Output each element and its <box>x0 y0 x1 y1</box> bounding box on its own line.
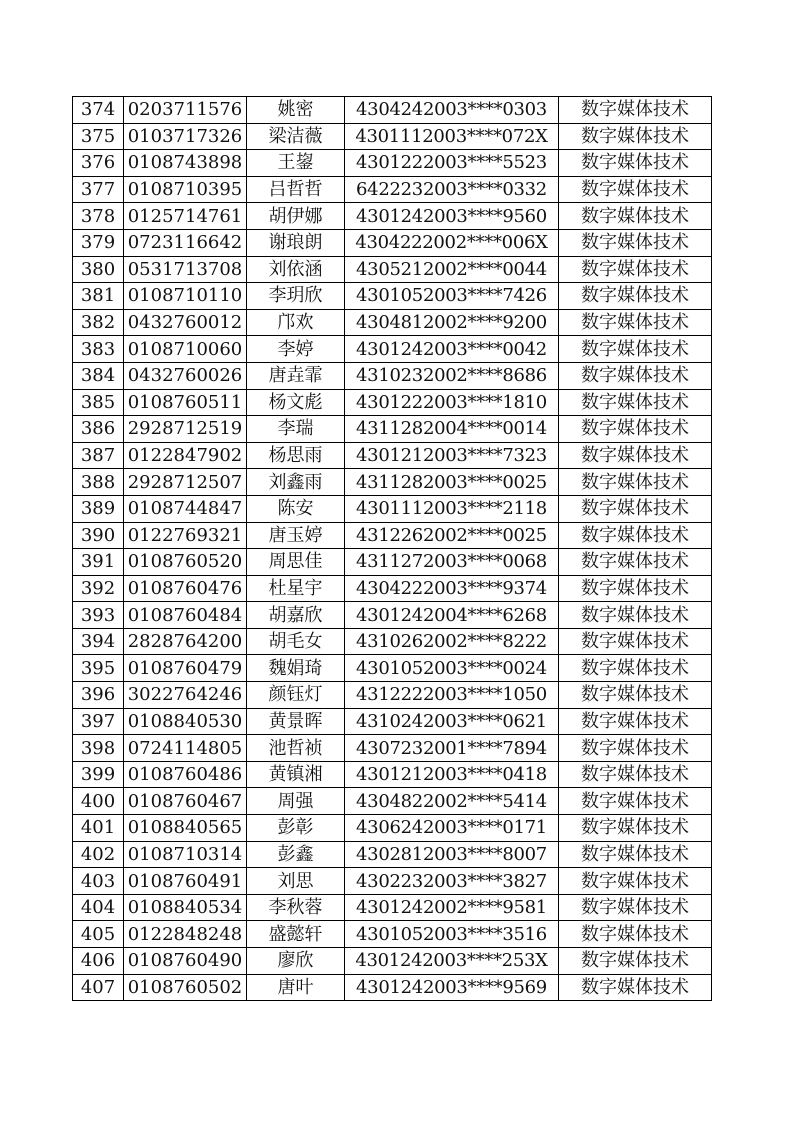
major-cell: 数字媒体技术 <box>559 389 712 416</box>
student-name-cell: 唐玉婷 <box>247 522 345 549</box>
row-number-cell: 376 <box>73 150 124 177</box>
major-cell: 数字媒体技术 <box>559 416 712 443</box>
id-number-cell: 4307232001****7894 <box>345 735 559 762</box>
table-row <box>73 442 712 469</box>
table-row <box>73 336 712 363</box>
row-number-cell: 383 <box>73 336 124 363</box>
student-name-cell: 李秋蓉 <box>247 894 345 921</box>
row-number-cell: 386 <box>73 416 124 443</box>
student-name-cell: 刘思 <box>247 868 345 895</box>
student-name-cell: 刘鑫雨 <box>247 469 345 496</box>
student-name-cell: 胡伊娜 <box>247 203 345 230</box>
student-name-cell: 盛懿轩 <box>247 921 345 948</box>
major-cell: 数字媒体技术 <box>559 602 712 629</box>
exam-number-cell: 0108760490 <box>124 948 247 975</box>
student-name-cell: 魏娟琦 <box>247 655 345 682</box>
exam-number-cell: 0108710395 <box>124 176 247 203</box>
id-number-cell: 4301112003****072X <box>345 123 559 150</box>
table-row <box>73 469 712 496</box>
row-number-cell: 407 <box>73 974 124 1001</box>
table-row <box>73 868 712 895</box>
row-number-cell: 402 <box>73 841 124 868</box>
row-number-cell: 388 <box>73 469 124 496</box>
id-number-cell: 4304822002****5414 <box>345 788 559 815</box>
student-name-cell: 刘依涵 <box>247 256 345 283</box>
student-name-cell: 池哲祯 <box>247 735 345 762</box>
major-cell: 数字媒体技术 <box>559 309 712 336</box>
major-cell: 数字媒体技术 <box>559 203 712 230</box>
id-number-cell: 4304222002****006X <box>345 229 559 256</box>
table-row <box>73 788 712 815</box>
major-cell: 数字媒体技术 <box>559 894 712 921</box>
exam-number-cell: 0108840534 <box>124 894 247 921</box>
student-name-cell: 王鋆 <box>247 150 345 177</box>
major-cell: 数字媒体技术 <box>559 655 712 682</box>
exam-number-cell: 0122769321 <box>124 522 247 549</box>
row-number-cell: 382 <box>73 309 124 336</box>
exam-number-cell: 0108710110 <box>124 283 247 310</box>
id-number-cell: 4312262002****0025 <box>345 522 559 549</box>
id-number-cell: 4311282004****0014 <box>345 416 559 443</box>
row-number-cell: 400 <box>73 788 124 815</box>
id-number-cell: 4302232003****3827 <box>345 868 559 895</box>
id-number-cell: 4301242002****9581 <box>345 894 559 921</box>
id-number-cell: 4310262002****8222 <box>345 628 559 655</box>
student-name-cell: 唐叶 <box>247 974 345 1001</box>
id-number-cell: 4311272003****0068 <box>345 549 559 576</box>
exam-number-cell: 2928712507 <box>124 469 247 496</box>
major-cell: 数字媒体技术 <box>559 921 712 948</box>
id-number-cell: 4301052003****7426 <box>345 283 559 310</box>
row-number-cell: 405 <box>73 921 124 948</box>
exam-number-cell: 0203711576 <box>124 97 247 124</box>
id-number-cell: 4301212003****0418 <box>345 761 559 788</box>
exam-number-cell: 2828764200 <box>124 628 247 655</box>
id-number-cell: 4312222003****1050 <box>345 682 559 709</box>
id-number-cell: 4301222003****1810 <box>345 389 559 416</box>
major-cell: 数字媒体技术 <box>559 495 712 522</box>
exam-number-cell: 0103717326 <box>124 123 247 150</box>
table-row <box>73 841 712 868</box>
major-cell: 数字媒体技术 <box>559 150 712 177</box>
exam-number-cell: 0108710060 <box>124 336 247 363</box>
table-row <box>73 735 712 762</box>
table-row <box>73 416 712 443</box>
major-cell: 数字媒体技术 <box>559 735 712 762</box>
id-number-cell: 4301242004****6268 <box>345 602 559 629</box>
id-number-cell: 4301112003****2118 <box>345 495 559 522</box>
exam-number-cell: 0108743898 <box>124 150 247 177</box>
row-number-cell: 379 <box>73 229 124 256</box>
exam-number-cell: 0108760491 <box>124 868 247 895</box>
exam-number-cell: 0108840530 <box>124 708 247 735</box>
id-number-cell: 4301242003****0042 <box>345 336 559 363</box>
row-number-cell: 389 <box>73 495 124 522</box>
exam-number-cell: 0724114805 <box>124 735 247 762</box>
exam-number-cell: 3022764246 <box>124 682 247 709</box>
student-name-cell: 李瑞 <box>247 416 345 443</box>
row-number-cell: 381 <box>73 283 124 310</box>
row-number-cell: 401 <box>73 815 124 842</box>
major-cell: 数字媒体技术 <box>559 229 712 256</box>
id-number-cell: 4310232002****8686 <box>345 362 559 389</box>
student-name-cell: 杨思雨 <box>247 442 345 469</box>
major-cell: 数字媒体技术 <box>559 336 712 363</box>
row-number-cell: 397 <box>73 708 124 735</box>
student-name-cell: 廖欣 <box>247 948 345 975</box>
exam-number-cell: 0122848248 <box>124 921 247 948</box>
major-cell: 数字媒体技术 <box>559 575 712 602</box>
id-number-cell: 4304812002****9200 <box>345 309 559 336</box>
major-cell: 数字媒体技术 <box>559 522 712 549</box>
table-row <box>73 549 712 576</box>
major-cell: 数字媒体技术 <box>559 549 712 576</box>
id-number-cell: 4301052003****0024 <box>345 655 559 682</box>
major-cell: 数字媒体技术 <box>559 682 712 709</box>
major-cell: 数字媒体技术 <box>559 362 712 389</box>
table-row <box>73 283 712 310</box>
student-name-cell: 陈安 <box>247 495 345 522</box>
id-number-cell: 4301242003****9569 <box>345 974 559 1001</box>
row-number-cell: 391 <box>73 549 124 576</box>
table-row <box>73 628 712 655</box>
student-name-cell: 邝欢 <box>247 309 345 336</box>
student-name-cell: 杨文彪 <box>247 389 345 416</box>
major-cell: 数字媒体技术 <box>559 841 712 868</box>
table-row <box>73 948 712 975</box>
major-cell: 数字媒体技术 <box>559 948 712 975</box>
major-cell: 数字媒体技术 <box>559 788 712 815</box>
table-row <box>73 708 712 735</box>
exam-number-cell: 0108760502 <box>124 974 247 1001</box>
exam-number-cell: 0108760486 <box>124 761 247 788</box>
table-row <box>73 150 712 177</box>
exam-number-cell: 0108760520 <box>124 549 247 576</box>
exam-number-cell: 0723116642 <box>124 229 247 256</box>
major-cell: 数字媒体技术 <box>559 708 712 735</box>
table-row <box>73 389 712 416</box>
row-number-cell: 375 <box>73 123 124 150</box>
id-number-cell: 4301222003****5523 <box>345 150 559 177</box>
exam-number-cell: 0108840565 <box>124 815 247 842</box>
exam-number-cell: 0108744847 <box>124 495 247 522</box>
exam-number-cell: 0108710314 <box>124 841 247 868</box>
student-name-cell: 吕哲哲 <box>247 176 345 203</box>
table-row <box>73 495 712 522</box>
row-number-cell: 399 <box>73 761 124 788</box>
major-cell: 数字媒体技术 <box>559 442 712 469</box>
student-name-cell: 谢琅朗 <box>247 229 345 256</box>
student-name-cell: 彭彰 <box>247 815 345 842</box>
major-cell: 数字媒体技术 <box>559 868 712 895</box>
exam-number-cell: 0432760012 <box>124 309 247 336</box>
major-cell: 数字媒体技术 <box>559 123 712 150</box>
row-number-cell: 404 <box>73 894 124 921</box>
table-row <box>73 203 712 230</box>
row-number-cell: 385 <box>73 389 124 416</box>
student-name-cell: 唐垚霏 <box>247 362 345 389</box>
roster-table-body <box>73 97 712 1001</box>
exam-number-cell: 0122847902 <box>124 442 247 469</box>
table-row <box>73 362 712 389</box>
exam-number-cell: 0108760484 <box>124 602 247 629</box>
major-cell: 数字媒体技术 <box>559 97 712 124</box>
row-number-cell: 406 <box>73 948 124 975</box>
exam-number-cell: 0125714761 <box>124 203 247 230</box>
id-number-cell: 4304222003****9374 <box>345 575 559 602</box>
id-number-cell: 6422232003****0332 <box>345 176 559 203</box>
major-cell: 数字媒体技术 <box>559 469 712 496</box>
table-row <box>73 815 712 842</box>
table-row <box>73 256 712 283</box>
student-name-cell: 黄景晖 <box>247 708 345 735</box>
row-number-cell: 392 <box>73 575 124 602</box>
major-cell: 数字媒体技术 <box>559 974 712 1001</box>
student-name-cell: 彭鑫 <box>247 841 345 868</box>
student-name-cell: 颜钰灯 <box>247 682 345 709</box>
student-name-cell: 黄镇湘 <box>247 761 345 788</box>
student-name-cell: 李婷 <box>247 336 345 363</box>
major-cell: 数字媒体技术 <box>559 761 712 788</box>
row-number-cell: 374 <box>73 97 124 124</box>
table-row <box>73 229 712 256</box>
id-number-cell: 4302812003****8007 <box>345 841 559 868</box>
table-row <box>73 894 712 921</box>
table-row <box>73 309 712 336</box>
major-cell: 数字媒体技术 <box>559 628 712 655</box>
row-number-cell: 380 <box>73 256 124 283</box>
id-number-cell: 4301242003****253X <box>345 948 559 975</box>
row-number-cell: 398 <box>73 735 124 762</box>
row-number-cell: 395 <box>73 655 124 682</box>
student-name-cell: 姚密 <box>247 97 345 124</box>
student-name-cell: 杜星宇 <box>247 575 345 602</box>
id-number-cell: 4305212002****0044 <box>345 256 559 283</box>
table-row <box>73 522 712 549</box>
id-number-cell: 4301242003****9560 <box>345 203 559 230</box>
table-row <box>73 682 712 709</box>
major-cell: 数字媒体技术 <box>559 283 712 310</box>
student-name-cell: 李玥欣 <box>247 283 345 310</box>
exam-number-cell: 0108760511 <box>124 389 247 416</box>
table-row <box>73 97 712 124</box>
student-name-cell: 周思佳 <box>247 549 345 576</box>
exam-number-cell: 0531713708 <box>124 256 247 283</box>
exam-number-cell: 0432760026 <box>124 362 247 389</box>
row-number-cell: 396 <box>73 682 124 709</box>
table-row <box>73 123 712 150</box>
id-number-cell: 4304242003****0303 <box>345 97 559 124</box>
table-row <box>73 655 712 682</box>
row-number-cell: 378 <box>73 203 124 230</box>
major-cell: 数字媒体技术 <box>559 815 712 842</box>
row-number-cell: 390 <box>73 522 124 549</box>
table-row <box>73 921 712 948</box>
exam-number-cell: 2928712519 <box>124 416 247 443</box>
exam-number-cell: 0108760476 <box>124 575 247 602</box>
row-number-cell: 403 <box>73 868 124 895</box>
student-name-cell: 胡嘉欣 <box>247 602 345 629</box>
roster-table <box>72 96 712 1001</box>
id-number-cell: 4311282003****0025 <box>345 469 559 496</box>
exam-number-cell: 0108760479 <box>124 655 247 682</box>
id-number-cell: 4310242003****0621 <box>345 708 559 735</box>
row-number-cell: 377 <box>73 176 124 203</box>
row-number-cell: 393 <box>73 602 124 629</box>
row-number-cell: 394 <box>73 628 124 655</box>
table-row <box>73 974 712 1001</box>
table-row <box>73 761 712 788</box>
id-number-cell: 4306242003****0171 <box>345 815 559 842</box>
id-number-cell: 4301052003****3516 <box>345 921 559 948</box>
major-cell: 数字媒体技术 <box>559 256 712 283</box>
student-name-cell: 胡毛女 <box>247 628 345 655</box>
table-row <box>73 176 712 203</box>
row-number-cell: 387 <box>73 442 124 469</box>
id-number-cell: 4301212003****7323 <box>345 442 559 469</box>
student-name-cell: 周强 <box>247 788 345 815</box>
exam-number-cell: 0108760467 <box>124 788 247 815</box>
table-row <box>73 602 712 629</box>
major-cell: 数字媒体技术 <box>559 176 712 203</box>
table-row <box>73 575 712 602</box>
student-name-cell: 梁洁薇 <box>247 123 345 150</box>
row-number-cell: 384 <box>73 362 124 389</box>
